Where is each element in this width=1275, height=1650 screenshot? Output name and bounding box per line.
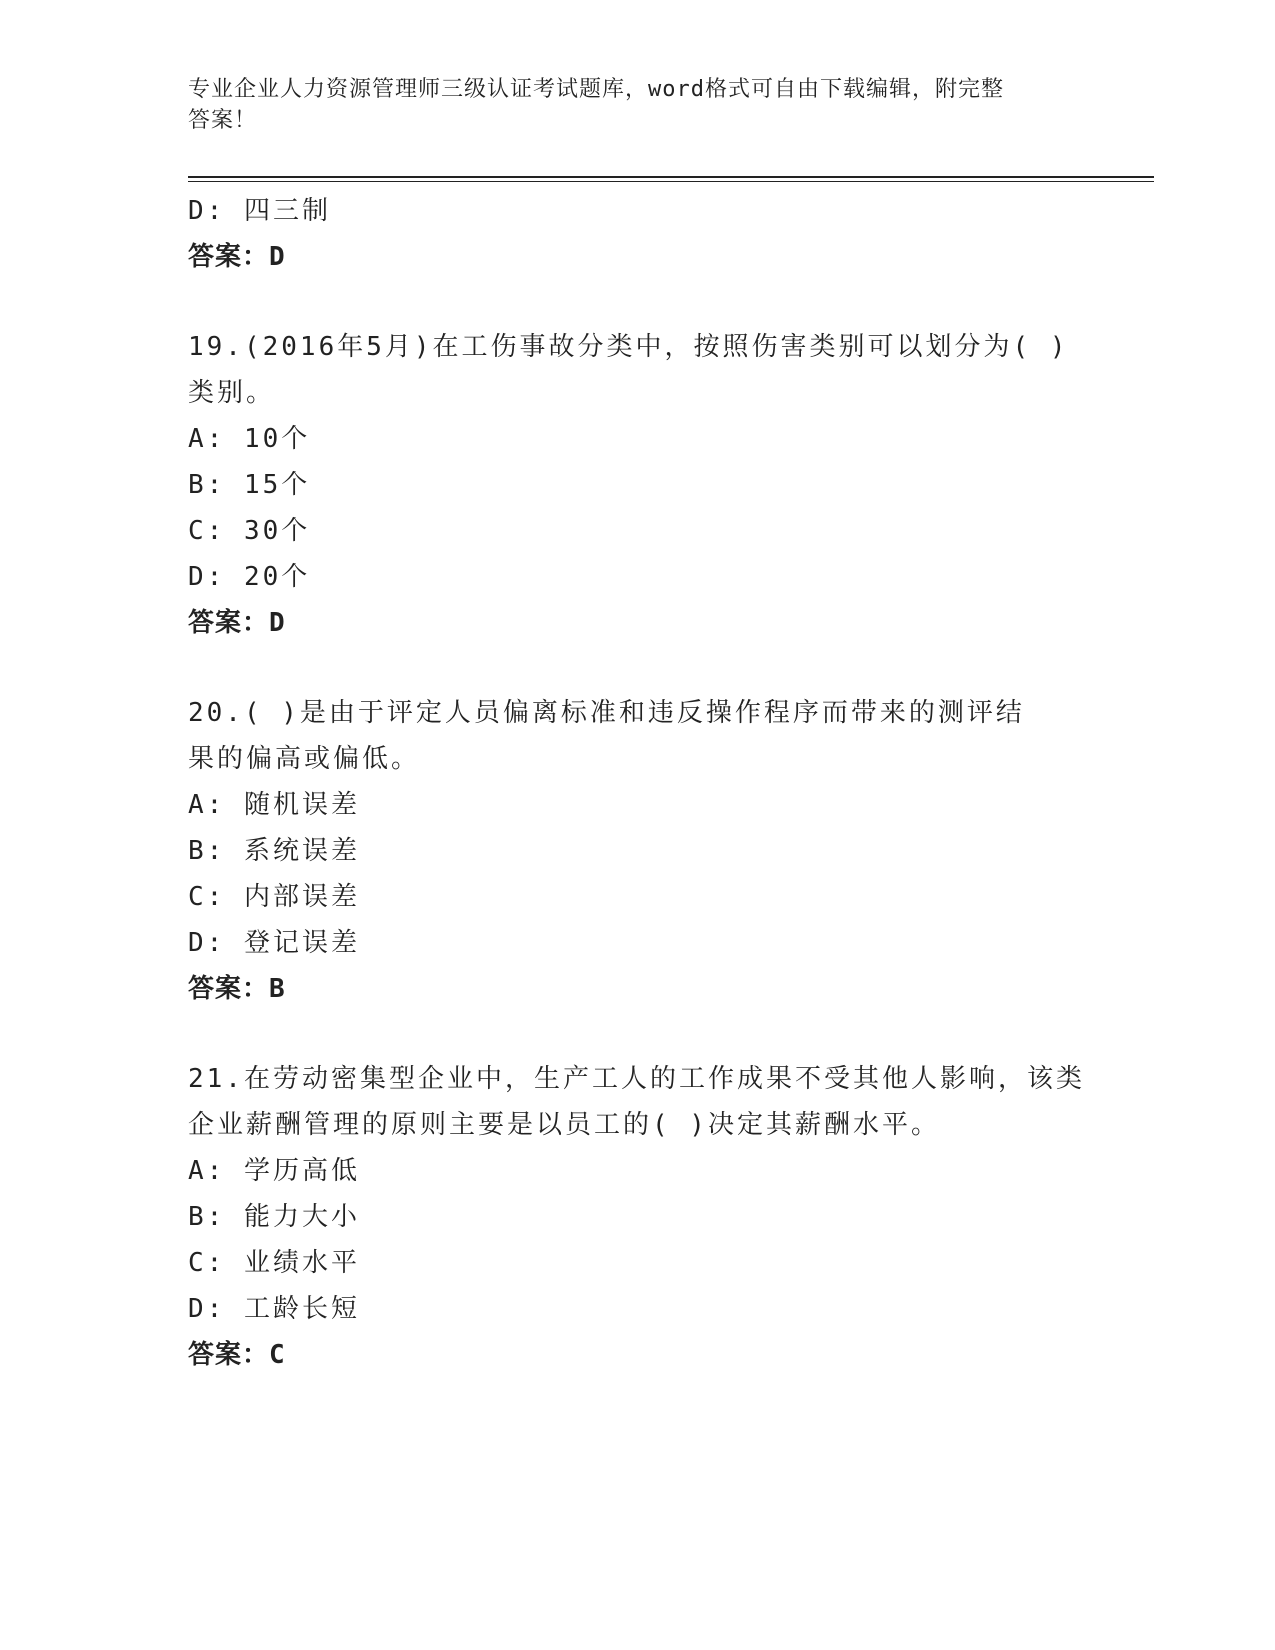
answer-label: 答案：D — [188, 242, 286, 272]
answer-label: 答案：C — [188, 1340, 286, 1370]
option-c: C: 业绩水平 — [188, 1248, 360, 1278]
document-header — [188, 74, 1068, 136]
option-c: C: 30个 — [188, 516, 311, 546]
question-text-line-1: 19.(2016年5月)在工伤事故分类中，按照伤害类别可以划分为( ) — [188, 332, 1069, 362]
question-block-21 — [188, 1056, 1088, 1378]
answer-label: 答案：B — [188, 974, 286, 1004]
option-a: A: 10个 — [188, 424, 311, 454]
question-list — [188, 188, 1088, 1378]
header-divider-thin — [188, 181, 1154, 182]
header-divider-thick — [188, 176, 1154, 178]
spacer — [188, 1012, 1088, 1056]
spacer — [188, 280, 1088, 324]
question-text-line-2: 类别。 — [188, 378, 276, 408]
header-title-line-1: 专业企业人力资源管理师三级认证考试题库，word格式可自由下载编辑，附完整 — [188, 77, 1004, 102]
spacer — [188, 646, 1088, 690]
question-text-line-1: 21.在劳动密集型企业中，生产工人的工作成果不受其他人影响，该类 — [188, 1064, 1085, 1094]
option-b: B: 系统误差 — [188, 836, 360, 866]
option-a: A: 随机误差 — [188, 790, 360, 820]
header-title-line-2: 答案！ — [188, 108, 258, 133]
option-b: B: 15个 — [188, 470, 311, 500]
question-text-line-1: 20.( )是由于评定人员偏离标准和违反操作程序而带来的测评结 — [188, 698, 1025, 728]
question-block-19 — [188, 324, 1088, 646]
option-c: C: 内部误差 — [188, 882, 360, 912]
option-b: B: 能力大小 — [188, 1202, 360, 1232]
option-d: D: 工龄长短 — [188, 1294, 360, 1324]
question-block-18 — [188, 188, 1088, 280]
option-a: A: 学历高低 — [188, 1156, 360, 1186]
question-block-20 — [188, 690, 1088, 1012]
option-d: D: 20个 — [188, 562, 311, 592]
answer-label: 答案：D — [188, 608, 286, 638]
option-d: D: 登记误差 — [188, 928, 360, 958]
option-d: D: 四三制 — [188, 196, 331, 226]
question-text-line-2: 果的偏高或偏低。 — [188, 744, 421, 774]
question-text-line-2: 企业薪酬管理的原则主要是以员工的( )决定其薪酬水平。 — [188, 1110, 940, 1140]
